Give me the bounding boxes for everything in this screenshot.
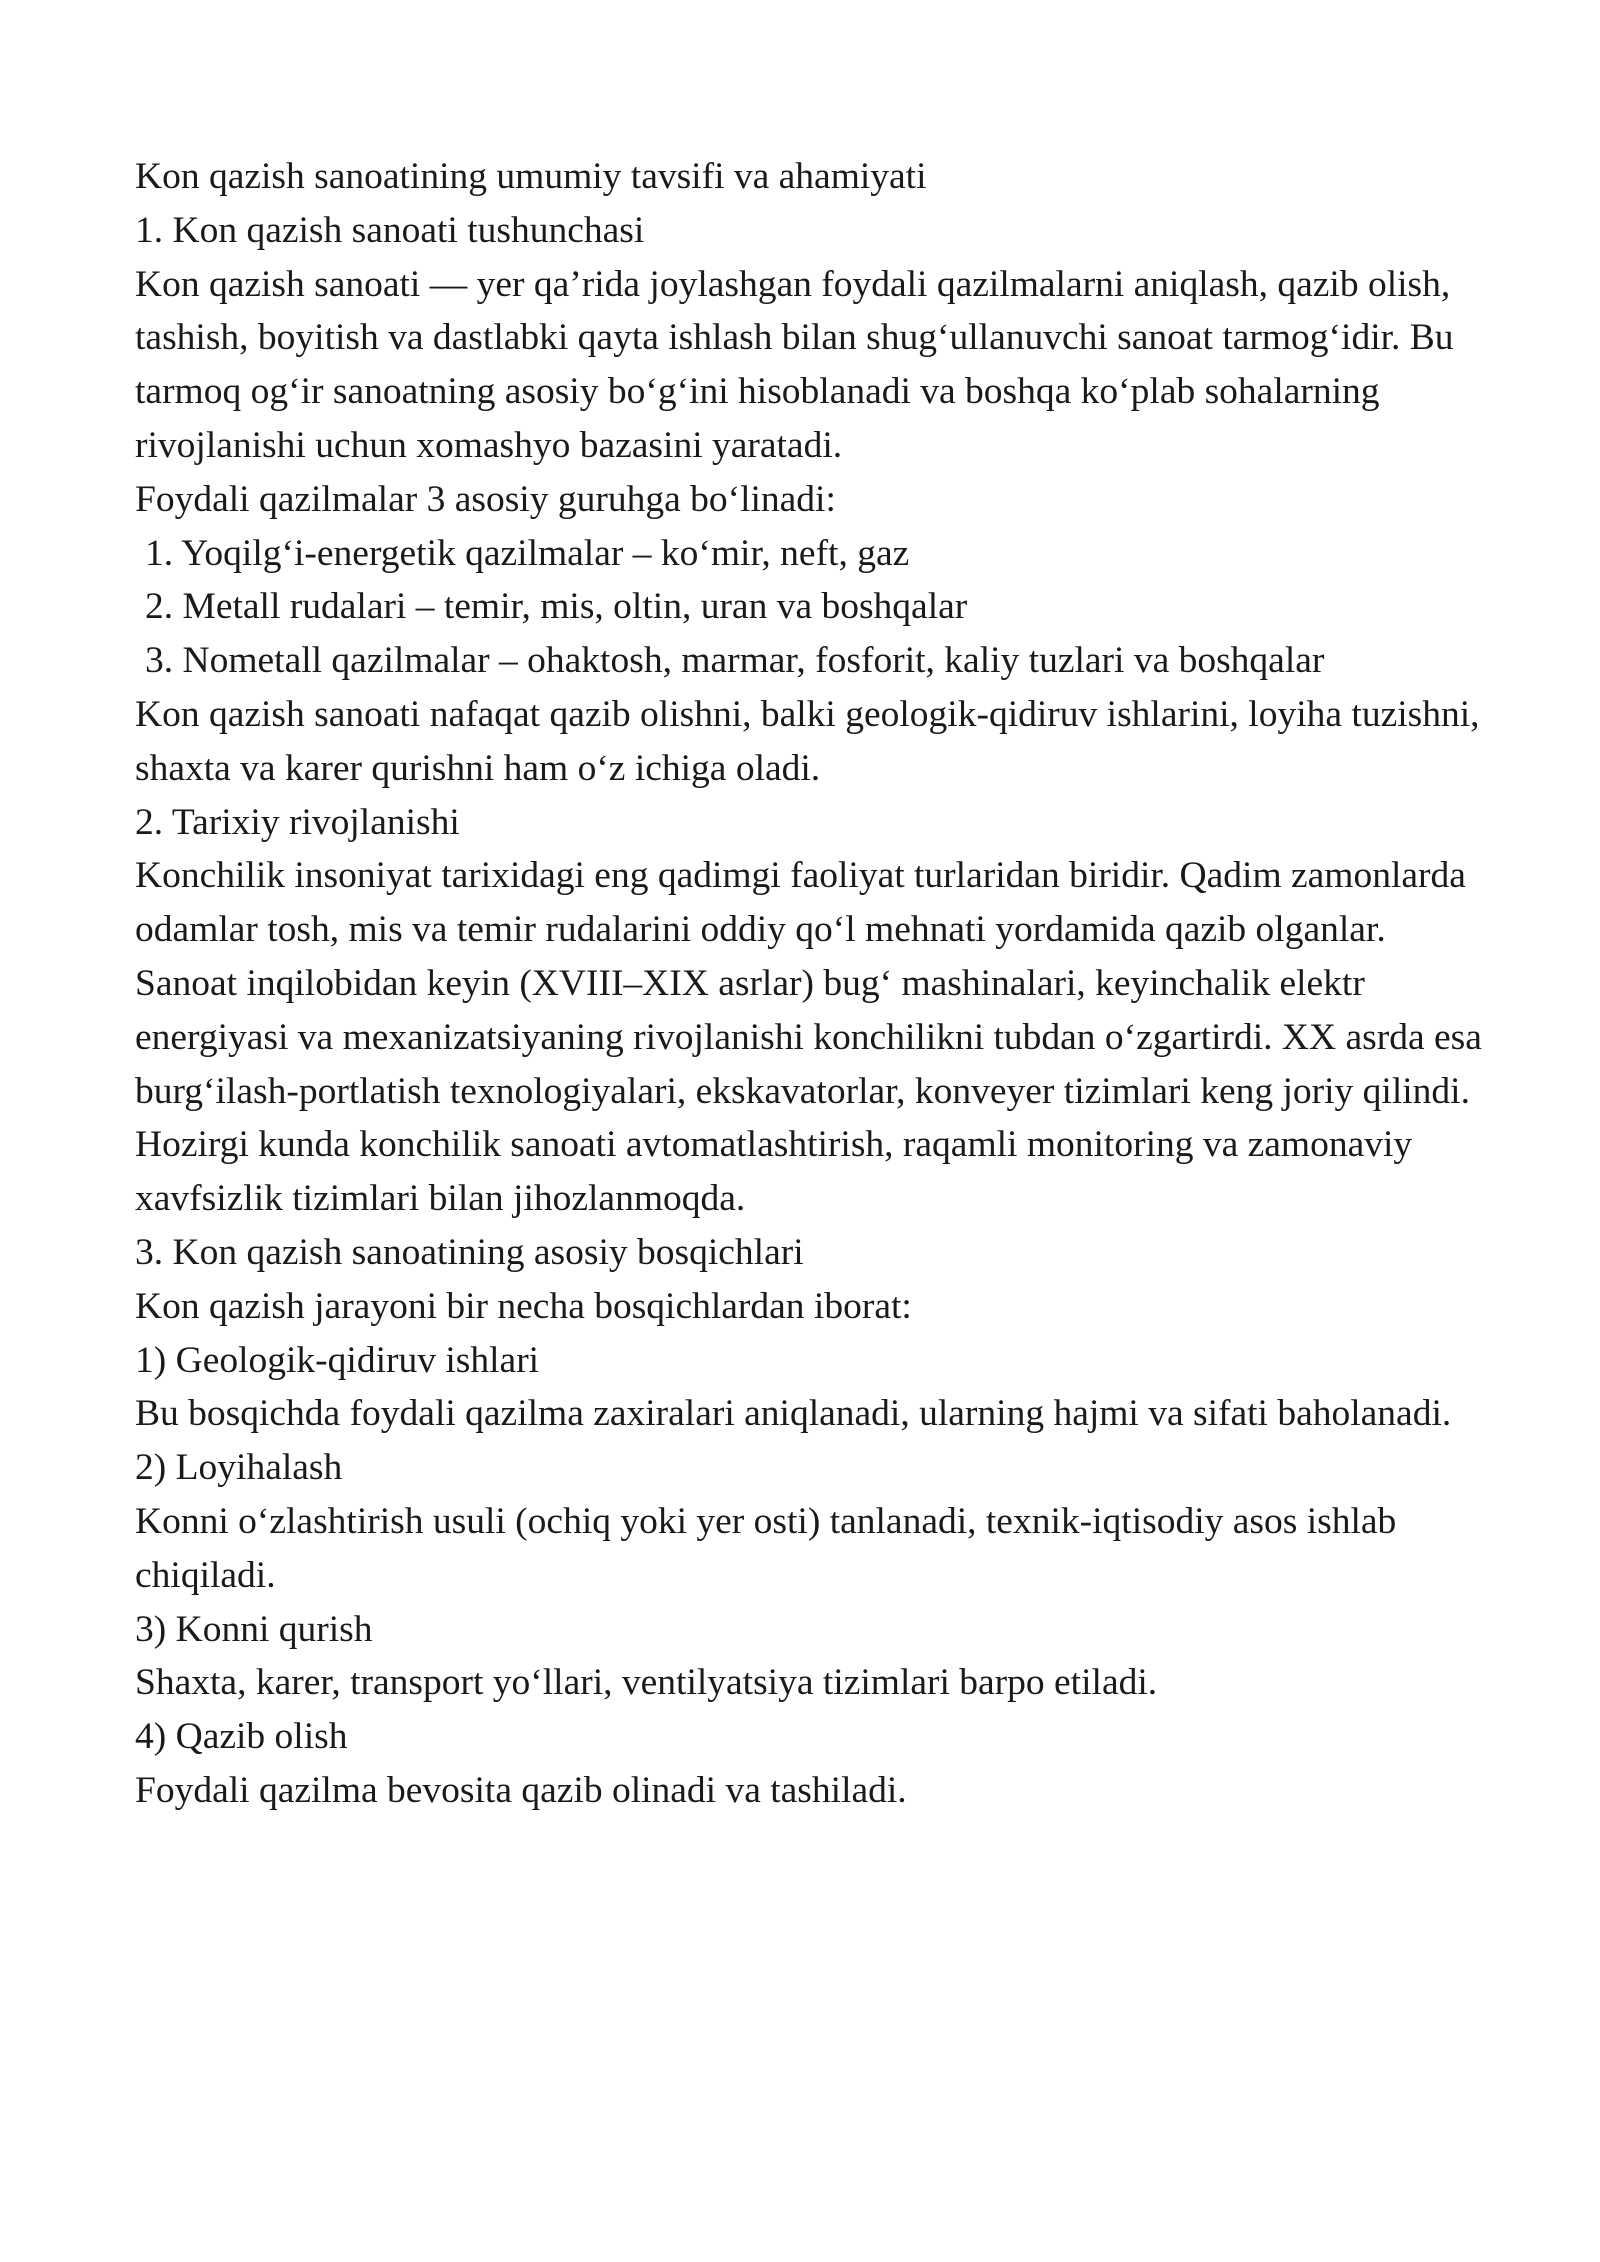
- section-2-paragraph-3: Hozirgi kunda konchilik sanoati avtomatlashtirish, raqamli monitoring va zamonaviy xavfsizlik tizimlari bilan jihozlanmoqda.: [135, 1124, 1413, 1220]
- section-2-paragraph-2: Sanoat inqilobidan keyin (XVIII–XIX asrlar) bug‘ mashinalari, keyinchalik elektr energiyasi va mexanizatsiyaning rivojlanishi konchilikni tubdan o‘zgartirdi. XX asrda esa burg‘ilash-portlatish texnologiyalari, ekskavatorlar, konveyer tizimlari keng joriy qilindi.: [135, 962, 1482, 1112]
- section-2-paragraph-1: Konchilik insoniyat tarixidagi eng qadimgi faoliyat turlaridan biridir. Qadim zamonlarda odamlar tosh, mis va temir rudalarini oddiy qo‘l mehnati yordamida qazib olganlar.: [135, 855, 1466, 951]
- document-body: [135, 150, 1505, 1818]
- section-1-paragraph-1: Kon qazish sanoati — yer qa’rida joylashgan foydali qazilmalarni aniqlash, qazib olish, tashish, boyitish va dastlabki qayta ishlash bilan shug‘ullanuvchi sanoat tarmog‘idir. Bu tarmoq og‘ir sanoatning asosiy bo‘g‘ini hisoblanadi va boshqa ko‘plab sohalarning rivojlanishi uchun xomashyo bazasini yaratadi.: [135, 263, 1454, 466]
- groups-intro: Foydali qazilmalar 3 asosiy guruhga bo‘linadi:: [135, 478, 836, 520]
- stage-2-text: Konni o‘zlashtirish usuli (ochiq yoki yer osti) tanlanadi, texnik-iqtisodiy asos ishlab chiqiladi.: [135, 1500, 1397, 1596]
- stage-1-text: Bu bosqichda foydali qazilma zaxiralari aniqlanadi, ularning hajmi va sifati baholanadi.: [135, 1393, 1452, 1435]
- stage-4-text: Foydali qazilma bevosita qazib olinadi va tashiladi.: [135, 1769, 907, 1811]
- group-item-2: 2. Metall rudalari – temir, mis, oltin, uran va boshqalar: [145, 586, 968, 628]
- section-3-intro: Kon qazish jarayoni bir necha bosqichlardan iborat:: [135, 1285, 912, 1327]
- stage-3-title: 3) Konni qurish: [135, 1608, 373, 1650]
- section-1-paragraph-2: Kon qazish sanoati nafaqat qazib olishni, balki geologik-qidiruv ishlarini, loyiha tuzishni, shaxta va karer qurishni ham o‘z ichiga oladi.: [135, 693, 1480, 789]
- stage-3-text: Shaxta, karer, transport yo‘llari, ventilyatsiya tizimlari barpo etiladi.: [135, 1662, 1158, 1704]
- stage-4-title: 4) Qazib olish: [135, 1716, 348, 1758]
- section-1-heading: 1. Kon qazish sanoati tushunchasi: [135, 209, 645, 251]
- stage-1-title: 1) Geologik-qidiruv ishlari: [135, 1339, 540, 1381]
- section-2-heading: 2. Tarixiy rivojlanishi: [135, 801, 460, 843]
- stage-2-title: 2) Loyihalash: [135, 1447, 343, 1489]
- group-item-1: 1. Yoqilg‘i-energetik qazilmalar – ko‘mir, neft, gaz: [145, 532, 910, 574]
- section-3-heading: 3. Kon qazish sanoatining asosiy bosqichlari: [135, 1231, 804, 1273]
- document-title: Kon qazish sanoatining umumiy tavsifi va ahamiyati: [135, 156, 927, 197]
- group-item-3: 3. Nometall qazilmalar – ohaktosh, marmar, fosforit, kaliy tuzlari va boshqalar: [145, 640, 1325, 682]
